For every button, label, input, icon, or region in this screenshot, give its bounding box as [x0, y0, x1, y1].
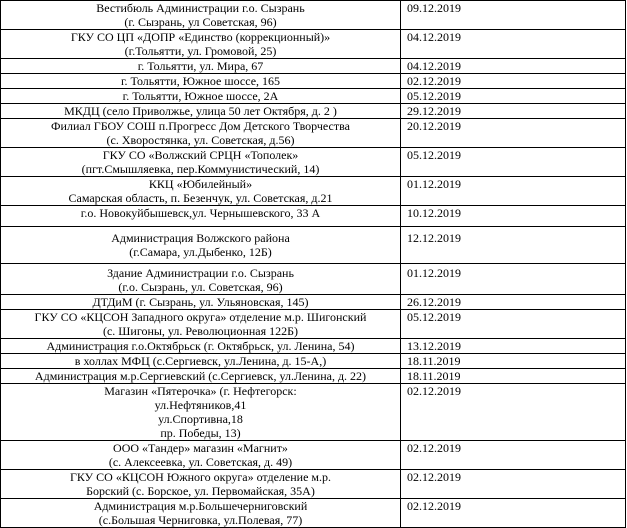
location-line: ККЦ «Юбилейный»	[148, 177, 253, 191]
location-cell	[1, 354, 401, 369]
date-cell: 29.12.2019	[401, 104, 626, 119]
table-row	[1, 74, 626, 89]
location-cell	[1, 148, 401, 177]
events-table-body	[1, 1, 626, 528]
date-cell: 09.12.2019	[401, 1, 626, 30]
location-line: (г.о. Сызрань, ул. Советская, 96)	[118, 280, 283, 294]
location-line: ООО «Тандер» магазин «Магнит»	[113, 441, 288, 455]
table-row	[1, 295, 626, 310]
location-line: Здание Администрации г.о. Сызрань	[107, 266, 294, 280]
location-cell	[1, 1, 401, 30]
date-cell: 05.12.2019	[401, 89, 626, 104]
table-row	[1, 384, 626, 441]
location-cell	[1, 104, 401, 119]
date-cell: 02.12.2019	[401, 470, 626, 499]
date-cell: 02.12.2019	[401, 74, 626, 89]
location-line: г. Тольятти, Южное шоссе, 165	[120, 74, 281, 88]
table-row	[1, 227, 626, 264]
date-cell: 26.12.2019	[401, 295, 626, 310]
date-cell: 05.12.2019	[401, 310, 626, 339]
location-line: (с. Хворостянка, ул. Советская, д.56)	[106, 133, 295, 147]
table-row	[1, 30, 626, 59]
location-line: пр. Победы, 13)	[160, 426, 241, 440]
date-cell: 05.12.2019	[401, 148, 626, 177]
date-cell: 12.12.2019	[401, 227, 626, 264]
location-cell	[1, 177, 401, 206]
location-cell	[1, 339, 401, 354]
location-cell	[1, 119, 401, 148]
table-row	[1, 119, 626, 148]
location-line: ул.Спортивна,18	[158, 412, 243, 426]
location-line: Администрация г.о.Октябрьск (г. Октябрьск, ул. Ленина, 54)	[46, 339, 355, 353]
date-cell: 01.12.2019	[401, 177, 626, 206]
date-cell: 13.12.2019	[401, 339, 626, 354]
location-line: Администрация м.р.Большечерниговский	[93, 499, 308, 513]
table-row	[1, 1, 626, 30]
location-line: (с.Большая Черниговка, ул.Полевая, 77)	[98, 513, 303, 527]
location-line: г. Тольятти, ул. Мира, 67	[137, 59, 264, 73]
location-cell	[1, 227, 401, 264]
location-line: Самарская область, п. Безенчук, ул. Советская, д.21	[68, 191, 333, 205]
location-line: ГКУ СО «КЦСОН Западного округа» отделение м.р. Шигонский	[34, 310, 367, 324]
location-cell	[1, 369, 401, 384]
location-line: Администрация Волжского района	[111, 231, 290, 245]
date-cell: 18.11.2019	[401, 354, 626, 369]
location-line: ГКУ СО ЦП «ДОПР «Единство (коррекционный)»	[70, 30, 331, 44]
date-cell: 02.12.2019	[401, 499, 626, 528]
location-cell	[1, 30, 401, 59]
location-line: Вестибюль Администрации г.о. Сызрань	[96, 1, 305, 15]
location-cell	[1, 59, 401, 74]
table-row	[1, 339, 626, 354]
table-row	[1, 89, 626, 104]
location-line: МКДЦ (село Приволжье, улица 50 лет Октября, д. 2 )	[64, 104, 337, 118]
date-cell: 10.12.2019	[401, 206, 626, 227]
location-line: (г.Самара, ул.Дыбенко, 12Б)	[129, 245, 272, 259]
date-cell: 01.12.2019	[401, 264, 626, 295]
location-cell	[1, 441, 401, 470]
date-cell: 02.12.2019	[401, 384, 626, 441]
location-cell	[1, 264, 401, 295]
location-line: (пгт.Смышляевка, пер.Коммунистический, 14)	[81, 162, 320, 176]
location-line: (г. Сызрань, ул Советская, 96)	[124, 15, 277, 29]
date-cell: 04.12.2019	[401, 59, 626, 74]
table-row	[1, 104, 626, 119]
location-line: г. Тольятти, Южное шоссе, 2А	[122, 89, 279, 103]
table-row	[1, 441, 626, 470]
location-line: ул.Нефтяников,41	[154, 398, 247, 412]
date-cell: 02.12.2019	[401, 441, 626, 470]
location-cell	[1, 499, 401, 528]
location-cell	[1, 384, 401, 441]
table-row	[1, 499, 626, 528]
table-row	[1, 470, 626, 499]
table-row	[1, 148, 626, 177]
location-line: ГКУ СО «КЦСОН Южного округа» отделение м.р.	[69, 470, 332, 484]
location-line: г.о. Новокуйбышевск,ул. Чернышевского, 33 А	[80, 206, 321, 220]
table-row	[1, 206, 626, 227]
location-cell	[1, 470, 401, 499]
table-row	[1, 369, 626, 384]
table-row	[1, 264, 626, 295]
location-line: ГКУ СО «Волжский СРЦН «Тополек»	[102, 148, 299, 162]
location-cell	[1, 74, 401, 89]
table-row	[1, 59, 626, 74]
table-row	[1, 354, 626, 369]
date-cell: 18.11.2019	[401, 369, 626, 384]
date-cell: 04.12.2019	[401, 30, 626, 59]
location-line: (г.Тольятти, ул. Громовой, 25)	[124, 44, 277, 58]
table-row	[1, 310, 626, 339]
location-cell	[1, 310, 401, 339]
location-line: Администрация м.р.Сергиевский (с.Сергиевск, ул.Ленина, д. 22)	[34, 369, 367, 383]
location-cell	[1, 295, 401, 310]
location-line: Филиал ГБОУ СОШ п.Прогресс Дом Детского Творчества	[51, 119, 350, 133]
date-cell: 20.12.2019	[401, 119, 626, 148]
location-line: Борский (с. Борское, ул. Первомайская, 35А)	[86, 484, 315, 498]
location-line: (с. Шигоны, ул. Революционная 122Б)	[102, 324, 299, 338]
location-line: Магазин «Пятерочка» (г. Нефтегорск:	[104, 384, 297, 398]
location-line: в холлах МФЦ (с.Сергиевск, ул.Ленина, д. 15-А,)	[74, 354, 327, 368]
location-line: (с. Алексеевка, ул. Советская, д. 49)	[108, 455, 293, 469]
location-line: ДТДиМ (г. Сызрань, ул. Ульяновская, 145)	[92, 295, 309, 309]
location-cell	[1, 89, 401, 104]
location-cell	[1, 206, 401, 227]
table-row	[1, 177, 626, 206]
